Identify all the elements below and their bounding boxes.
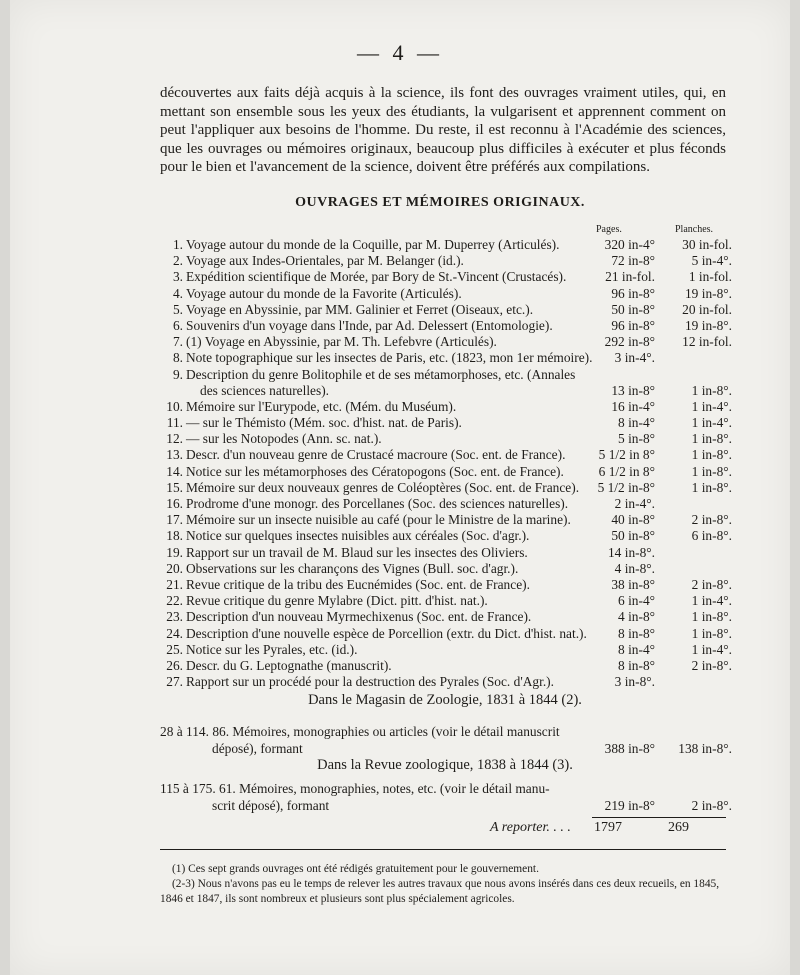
- list-item: [160, 496, 730, 512]
- footnotes: [160, 862, 730, 907]
- list-item: [160, 399, 730, 415]
- item-planches: 30 in-fol.: [682, 237, 732, 252]
- item-pages: 16 in-4°: [611, 398, 655, 414]
- list-item: [160, 367, 730, 399]
- item-pages: 2 in-4°.: [614, 496, 655, 512]
- list-item: [160, 431, 730, 447]
- item-number: 22.: [166, 593, 183, 609]
- item-pages: 5 1/2 in-8°: [597, 479, 655, 495]
- item-number: 4.: [172, 285, 183, 301]
- item-title: Mémoire sur deux nouveaux genres de Coléoptères (Soc. ent. de France).: [186, 479, 580, 495]
- list-item: [160, 302, 730, 318]
- item-pages: 50 in-8°: [611, 301, 655, 317]
- section-heading: OUVRAGES ET MÉMOIRES ORIGINAUX.: [295, 195, 585, 210]
- item-number: 19.: [166, 544, 183, 560]
- item-planches: 1 in-4°.: [691, 415, 732, 431]
- item-title: Descr. d'un nouveau genre de Crustacé macroure (Soc. ent. de France).: [186, 447, 566, 463]
- item-title: Rapport sur un travail de M. Blaud sur les insectes des Oliviers.: [186, 544, 528, 560]
- item-planches: 1 in-8°.: [691, 463, 732, 479]
- report-label: A reporter. . . .: [490, 820, 571, 835]
- item-pages: 5 in-8°: [618, 431, 655, 447]
- list-item: [160, 269, 730, 285]
- list-item: [160, 545, 730, 561]
- item-pages: 8 in-4°: [618, 415, 655, 431]
- item-number: 3.: [172, 269, 183, 285]
- list-item: [160, 464, 730, 480]
- item-number: 2.: [172, 253, 183, 269]
- list-item: [160, 658, 730, 674]
- item-title: Voyage autour du monde de la Favorite (Articulés).: [186, 285, 462, 301]
- intro-text: découvertes aux faits déjà acquis à la science, ils font des ouvrages vraiment utiles, qui, en mettant son ensemble sous les yeux des étudiants, la vulgarisent et apprennent comment on peut l'appliquer aux besoins de l'homme. Du reste, il est reconnu à l'Académie des sciences, que les ouvrages ou mémoires originaux, beaucoup plus difficiles à exécuter et plus féconds pour le bien et l'avancement de la science, doivent être préférés aux compilations.: [160, 85, 726, 176]
- item-number: 7.: [172, 334, 183, 350]
- item-pages: 96 in-8°: [611, 317, 655, 333]
- item-title: Mémoire sur un insecte nuisible au café (pour le Ministre de la marine).: [186, 512, 571, 528]
- item-planches: 1 in-4°.: [691, 398, 732, 414]
- list-item: [160, 626, 730, 642]
- item-number: 21.: [166, 576, 183, 592]
- revue-entry-line1: 115 à 175. 61. Mémoires, monographies, notes, etc. (voir le détail manu-: [160, 781, 550, 796]
- item-pages: 8 in-4°: [618, 641, 655, 657]
- item-pages: 14 in-8°.: [607, 544, 655, 560]
- item-title: Expédition scientifique de Morée, par Bory de St.-Vincent (Crustacés).: [186, 269, 567, 285]
- item-title: Voyage aux Indes-Orientales, par M. Belanger (id.).: [186, 253, 464, 269]
- magasin-entry-line1: 28 à 114. 86. Mémoires, monographies ou articles (voir le détail manuscrit: [160, 724, 560, 739]
- magasin-heading: Dans le Magasin de Zoologie, 1831 à 1844 (2).: [308, 692, 582, 708]
- item-pages: 6 1/2 in 8°: [598, 463, 655, 479]
- item-planches: 1 in-8°.: [691, 625, 732, 641]
- page-number: — 4 —: [357, 40, 443, 65]
- list-item: [160, 415, 730, 431]
- list-item: [160, 512, 730, 528]
- item-number: 17.: [166, 512, 183, 528]
- item-planches: 5 in-4°.: [691, 253, 732, 269]
- list-item: [160, 609, 730, 625]
- item-number: 10.: [166, 398, 183, 414]
- item-pages: 4 in-8°: [618, 609, 655, 625]
- item-title: Notice sur quelques insectes nuisibles aux céréales (Soc. d'agr.).: [186, 528, 530, 544]
- item-title: Description du genre Bolitophile et de ses métamorphoses, etc. (Annales: [186, 366, 576, 382]
- item-title: Notice sur les métamorphoses des Cératopogons (Soc. ent. de France).: [186, 463, 564, 479]
- item-number: 12.: [166, 431, 183, 447]
- revue-entry-pages: 219 in-8°: [604, 797, 655, 813]
- item-pages: 96 in-8°: [611, 285, 655, 301]
- revue-entry-planches: 2 in-8°.: [691, 797, 732, 813]
- item-pages: 50 in-8°: [611, 528, 655, 544]
- column-header-pages: Pages.: [596, 224, 622, 235]
- item-planches: 1 in-4°.: [691, 641, 732, 657]
- magasin-entry-line2: déposé), formant: [212, 740, 303, 756]
- item-number: 13.: [166, 447, 183, 463]
- footnote-2: (2-3) Nous n'avons pas eu le temps de relever les autres travaux que nous avons insérés dans ces deux recueils, en 1845, 1846 et 1847, ils sont nombreux et plusieurs sont plus spécialement agricoles.: [160, 878, 720, 905]
- item-title: Voyage en Abyssinie, par MM. Galinier et Ferret (Oiseaux, etc.).: [186, 301, 534, 317]
- item-pages: 40 in-8°: [611, 512, 655, 528]
- works-list: [160, 237, 730, 690]
- item-title: Mémoire sur l'Eurypode, etc. (Mém. du Muséum).: [186, 398, 457, 414]
- item-pages: 8 in-8°: [618, 625, 655, 641]
- item-number: 26.: [166, 657, 183, 673]
- revue-entry-line2: scrit déposé), formant: [212, 797, 330, 813]
- magasin-entry: [160, 724, 730, 757]
- list-item: [160, 674, 730, 690]
- list-item: [160, 480, 730, 496]
- item-pages: 292 in-8°: [604, 334, 655, 350]
- revue-heading: Dans la Revue zoologique, 1838 à 1844 (3).: [317, 757, 573, 773]
- item-pages: 72 in-8°: [611, 253, 655, 269]
- item-title: Observations sur les charançons des Vignes (Bull. soc. d'agr.).: [186, 560, 519, 576]
- item-title: Descr. du G. Leptognathe (manuscrit).: [186, 657, 392, 673]
- list-item: [160, 577, 730, 593]
- item-pages: 5 1/2 in 8°: [598, 447, 655, 463]
- list-item: [160, 318, 730, 334]
- item-planches: 20 in-fol.: [682, 301, 732, 317]
- revue-entry: [160, 781, 730, 814]
- item-title: Description d'une nouvelle espèce de Porcellion (extr. du Dict. d'hist. nat.).: [186, 625, 587, 641]
- item-title: Description d'un nouveau Myrmechixenus (Soc. ent. de France).: [186, 609, 532, 625]
- item-planches: 2 in-8°.: [691, 512, 732, 528]
- item-planches: 1 in-8°.: [691, 479, 732, 495]
- item-title: — sur le Thémisto (Mém. soc. d'hist. nat. de Paris).: [186, 415, 462, 431]
- footnote-rule: [160, 849, 726, 850]
- report-pages: 1797: [594, 820, 622, 835]
- item-planches: 2 in-8°.: [691, 657, 732, 673]
- item-title: Rapport sur un procédé pour la destruction des Pyrales (Soc. d'Agr.).: [186, 674, 554, 690]
- item-number: 1.: [172, 237, 183, 252]
- magasin-entry-pages: 388 in-8°: [604, 740, 655, 756]
- item-pages: 21 in-fol.: [605, 269, 655, 285]
- list-item: [160, 528, 730, 544]
- item-pages: 320 in-4°: [604, 237, 655, 252]
- item-number: 20.: [166, 560, 183, 576]
- item-pages: 13 in-8°: [611, 382, 655, 398]
- item-planches: 2 in-8°.: [691, 576, 732, 592]
- magasin-entry-planches: 138 in-8°.: [678, 740, 732, 756]
- item-planches: 1 in-8°.: [691, 447, 732, 463]
- item-title: Souvenirs d'un voyage dans l'Inde, par Ad. Delessert (Entomologie).: [186, 317, 553, 333]
- list-item: [160, 350, 730, 366]
- item-number: 14.: [166, 463, 183, 479]
- item-planches: 1 in-8°.: [691, 609, 732, 625]
- item-planches: 12 in-fol.: [682, 334, 732, 350]
- list-item: [160, 642, 730, 658]
- item-title: Voyage autour du monde de la Coquille, par M. Duperrey (Articulés).: [186, 237, 560, 252]
- item-planches: 19 in-8°.: [684, 285, 732, 301]
- item-title: Revue critique de la tribu des Eucnémides (Soc. ent. de France).: [186, 576, 530, 592]
- list-item: [160, 286, 730, 302]
- total-rule: [592, 817, 726, 818]
- item-title: Prodrome d'une monogr. des Porcellanes (Soc. des sciences naturelles).: [186, 496, 569, 512]
- item-number: 25.: [166, 641, 183, 657]
- list-item: [160, 237, 730, 253]
- item-title: (1) Voyage en Abyssinie, par M. Th. Lefebvre (Articulés).: [186, 334, 497, 350]
- item-pages: 6 in-4°: [618, 593, 655, 609]
- list-item: [160, 253, 730, 269]
- item-number: 11.: [166, 415, 183, 431]
- item-title: Revue critique du genre Mylabre (Dict. pitt. d'hist. nat.).: [186, 593, 488, 609]
- item-pages: 3 in-8°.: [614, 674, 655, 690]
- item-pages: 38 in-8°: [611, 576, 655, 592]
- item-number: 6.: [172, 317, 183, 333]
- list-item: [160, 334, 730, 350]
- item-planches: 1 in-8°.: [691, 431, 732, 447]
- item-number: 9.: [172, 366, 183, 382]
- intro-paragraph: [160, 84, 726, 177]
- item-number: 16.: [166, 496, 183, 512]
- item-number: 27.: [166, 674, 183, 690]
- item-pages: 4 in-8°.: [614, 560, 655, 576]
- item-planches: 1 in-8°.: [691, 382, 732, 398]
- item-number: 23.: [166, 609, 183, 625]
- item-number: 15.: [166, 479, 183, 495]
- report-planches: 269: [668, 820, 689, 835]
- item-title: Note topographique sur les insectes de Paris, etc. (1823, mon 1er mémoire).: [186, 350, 593, 366]
- item-title-continued: des sciences naturelles).: [200, 382, 330, 398]
- item-title: Notice sur les Pyrales, etc. (id.).: [186, 641, 358, 657]
- item-number: 8.: [172, 350, 183, 366]
- column-header-planches: Planches.: [675, 224, 714, 235]
- list-item: [160, 593, 730, 609]
- list-item: [160, 561, 730, 577]
- item-number: 5.: [172, 301, 183, 317]
- item-planches: 6 in-8°.: [691, 528, 732, 544]
- footnote-1: (1) Ces sept grands ouvrages ont été rédigés gratuitement pour le gouvernement.: [172, 863, 539, 875]
- item-pages: 3 in-4°.: [614, 350, 655, 366]
- item-planches: 1 in-fol.: [688, 269, 732, 285]
- item-number: 18.: [166, 528, 183, 544]
- item-pages: 8 in-8°: [618, 657, 655, 673]
- item-number: 24.: [166, 625, 183, 641]
- item-title: — sur les Notopodes (Ann. sc. nat.).: [186, 431, 382, 447]
- item-planches: 1 in-4°.: [691, 593, 732, 609]
- list-item: [160, 447, 730, 463]
- item-planches: 19 in-8°.: [684, 317, 732, 333]
